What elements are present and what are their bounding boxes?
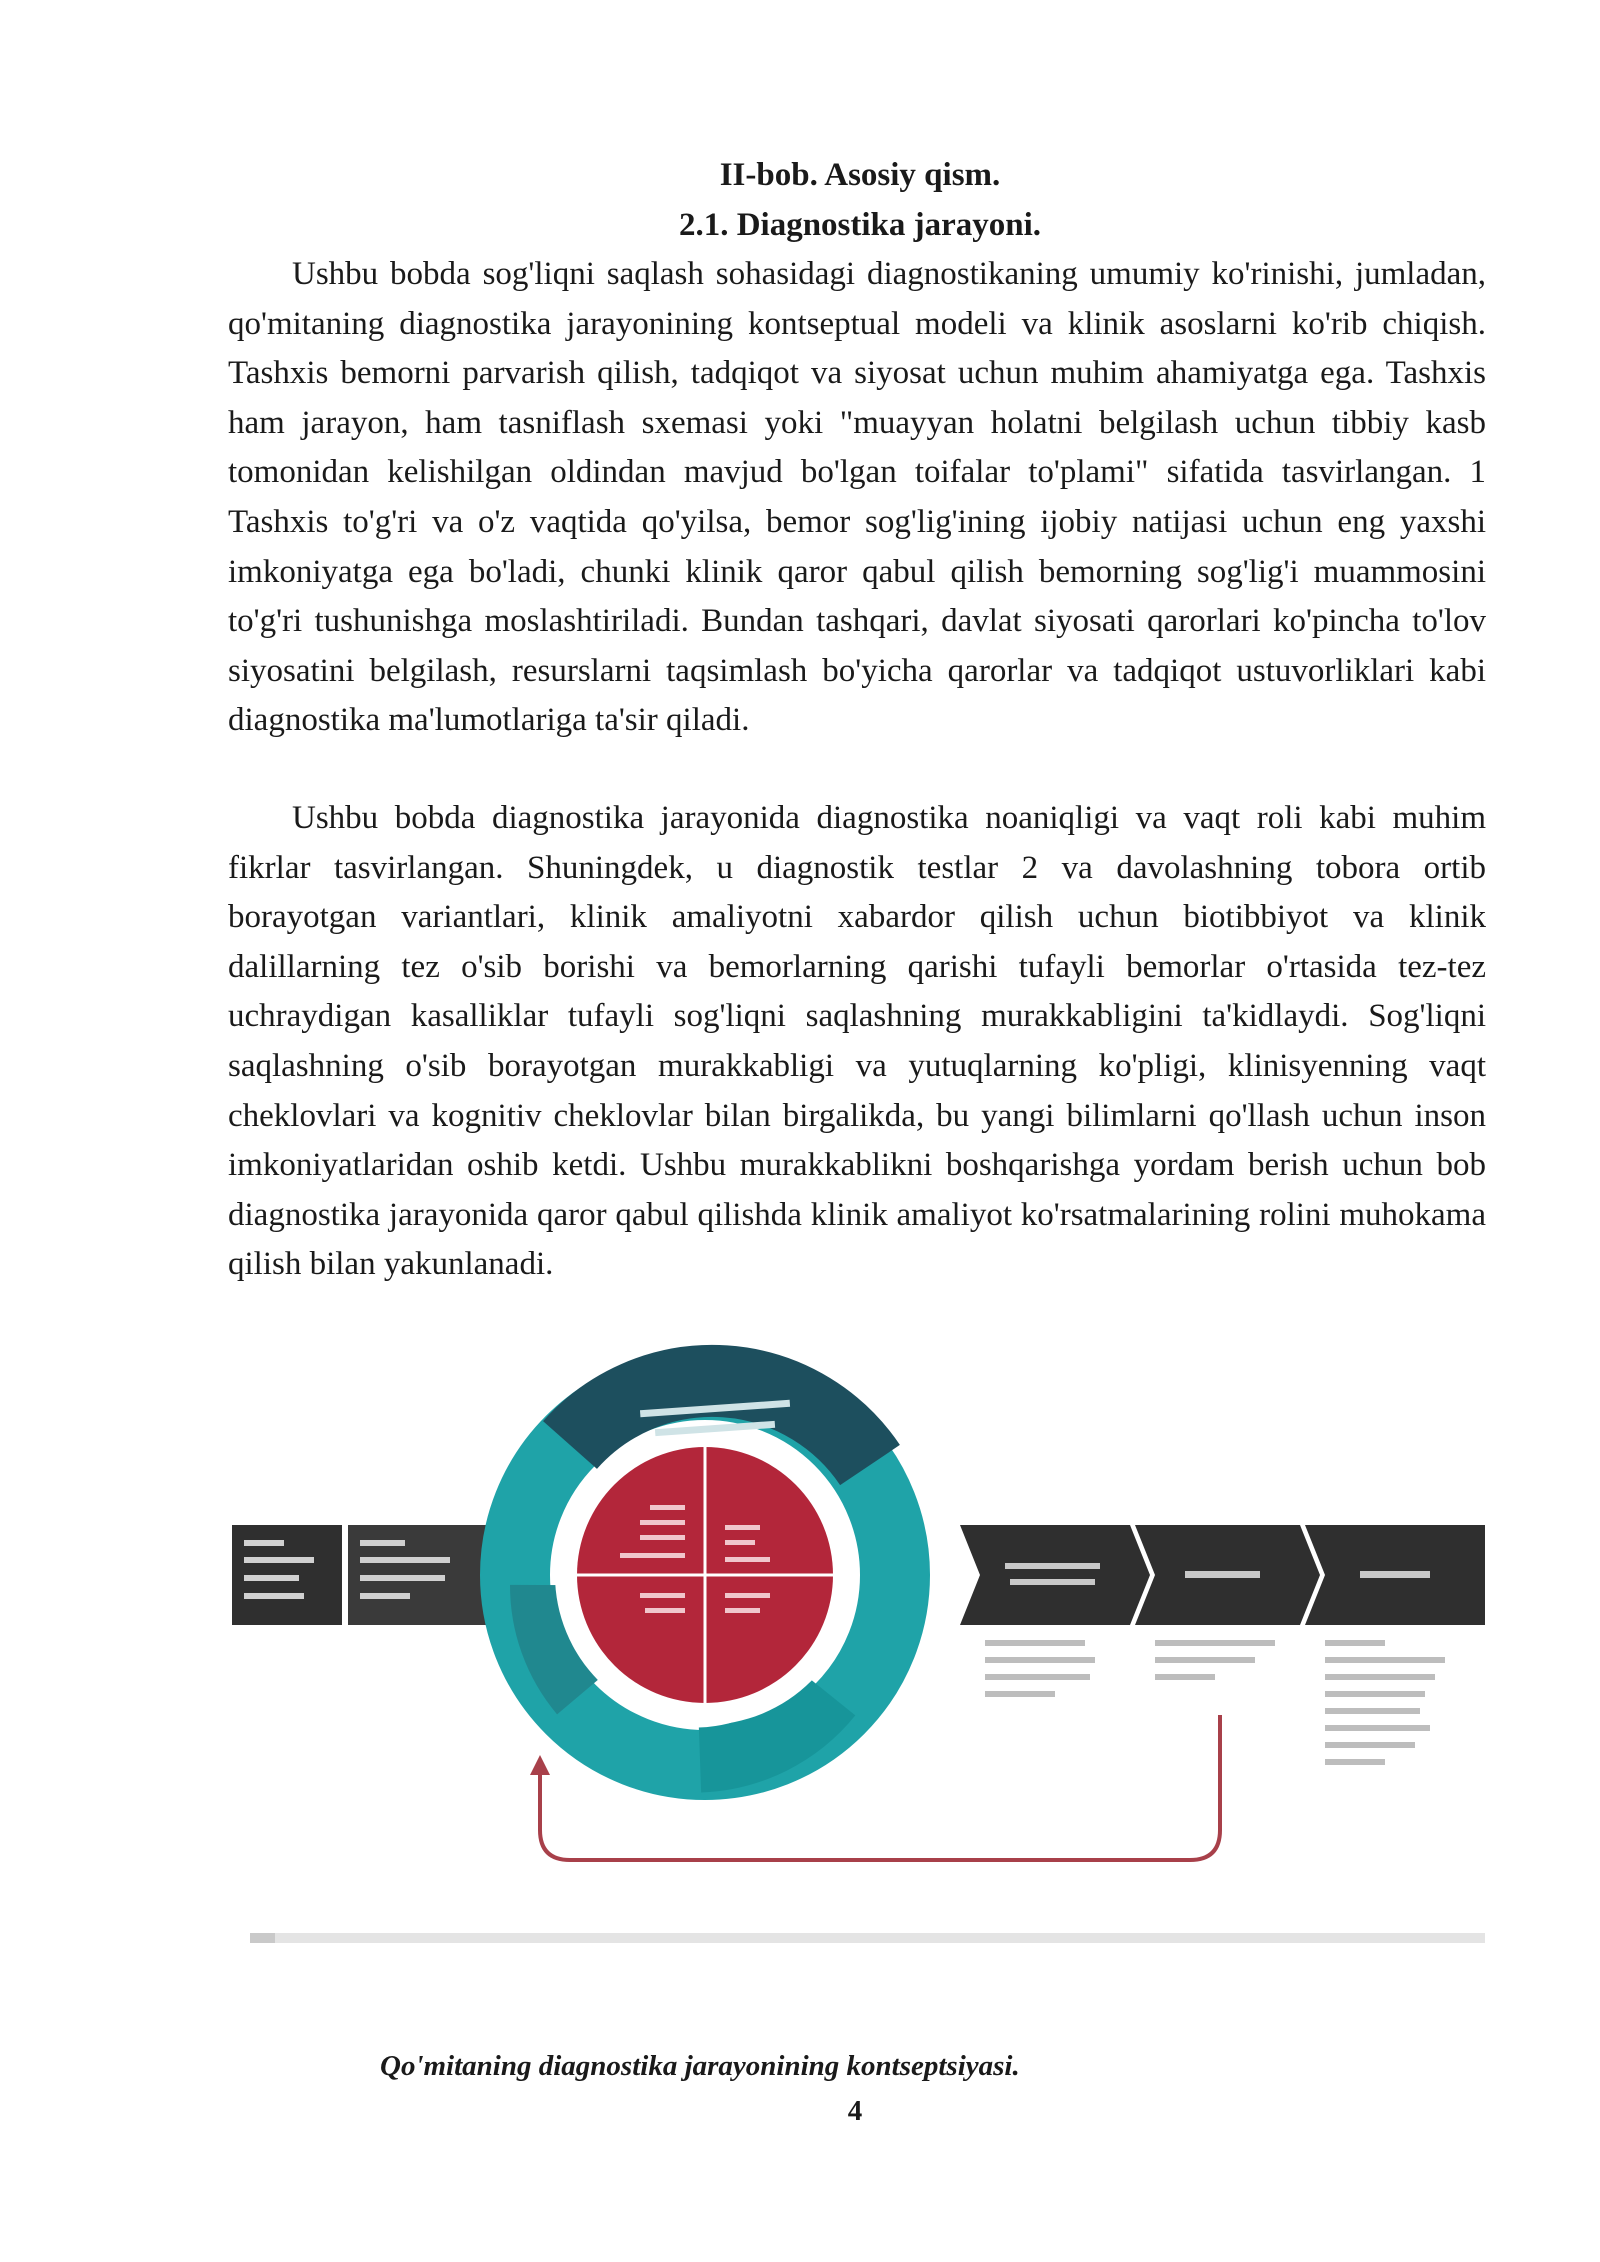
section-title: 2.1. Diagnostika jarayoni. [678, 207, 1042, 243]
center-circle [577, 1447, 833, 1703]
paragraph-2 [228, 794, 1486, 1290]
figure-footer-tag [250, 1933, 275, 1943]
paragraph-2-text: Ushbu bobda diagnostika jarayonida diagnostika noaniqligi va vaqt roli kabi muhim fikrlar tasvirlangan. Shuningdek, u diagnostik testlar 2 va davolashning tobora ortib borayotgan variantlari, klinik amaliyotni xabardor qilish uchun biotibbiyot va klinik dalillarning tez o'sib borishi va bemorlarning qarishi tufayli bemorlar o'rtasida tez-tez uchraydigan kasalliklar tufayli sog'liqni saqlashning murakkabligini ta'kidlaydi. Sog'liqni saqlashning o'sib borayotgan murakkabligi va yutuqlarning ko'pligi, klinisyenning vaqt cheklovlari va kognitiv cheklovlar bilan birgalikda, bu yangi bilimlarni qo'llash uchun inson imkoniyatlaridan oshib ketdi. Ushbu murakkablikni boshqarishga yordam berish uchun bob diagnostika jarayonida qaror qabul qilishda klinik amaliyot ko'rsatmalarining rolini muhokama qilish bilan yakunlanadi. [228, 800, 1486, 1283]
figure-footer-bar [250, 1933, 1485, 1943]
process-chevrons [960, 1525, 1485, 1625]
chapter-title: II-bob. Asosiy qism. [719, 157, 1001, 193]
figure-caption: Qo'mitaning diagnostika jarayonining kontseptsiyasi. [380, 2050, 1020, 2082]
feedback-arrowhead [530, 1755, 550, 1775]
diagnostic-process-figure [230, 1335, 1490, 1965]
paragraph-1 [228, 250, 1486, 746]
chevron-diagnosis [960, 1525, 1150, 1625]
chevron-description-lines [985, 1640, 1445, 1765]
paragraph-1-text: Ushbu bobda sog'liqni saqlash sohasidagi diagnostikaning umumiy ko'rinishi, jumladan, qo'mitaning diagnostika jarayonining kontseptual modeli va klinik asoslarni ko'rib chiqish. Tashxis bemorni parvarish qilish, tadqiqot va siyosat uchun muhim ahamiyatga ega. Tashxis ham jarayon, ham tasniflash sxemasi yoki "muayyan holatni belgilash uchun tibbiy kasb tomonidan kelishilgan oldindan mavjud bo'lgan toifalar to'plami" sifatida tasvirlangan. 1 Tashxis to'g'ri va o'z vaqtida qo'yilsa, bemor sog'lig'ining ijobiy natijasi uchun eng yaxshi imkoniyatga ega bo'ladi, chunki klinik qaror qabul qilish bemorning sog'lig'i muammosini to'g'ri tushunishga moslashtiriladi. Bundan tashqari, davlat siyosati qarorlari ko'pincha to'lov siyosatini belgilash, resurslarni taqsimlash bo'yicha qarorlar va tadqiqot ustuvorliklari kabi diagnostika ma'lumotlariga ta'sir qiladi. [228, 256, 1486, 739]
page-number: 4 [847, 2095, 863, 2127]
